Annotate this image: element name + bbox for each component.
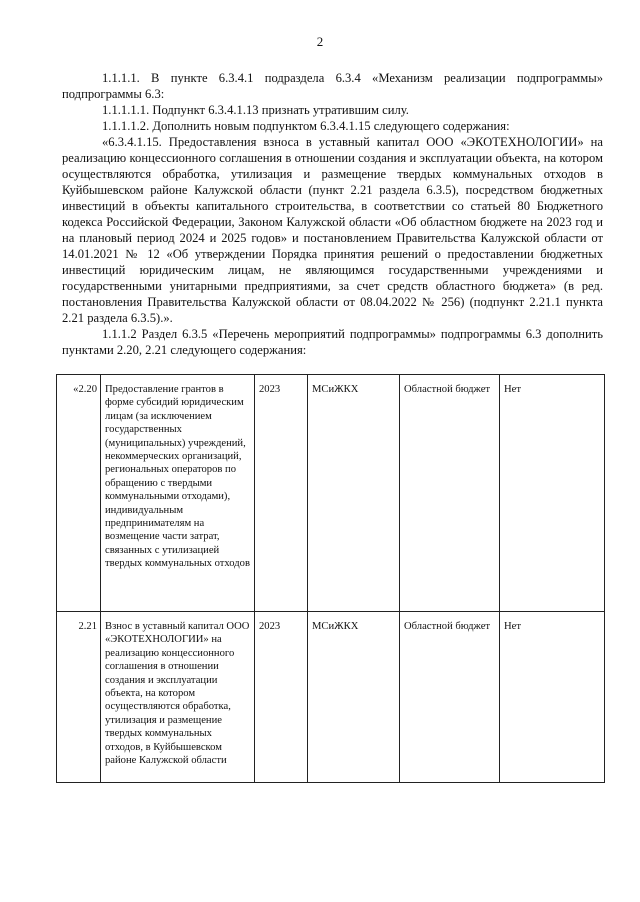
paragraph-subitem-13: 1.1.1.1.1. Подпункт 6.3.4.1.13 признать утратившим силу.: [102, 103, 409, 117]
measures-table: [56, 374, 605, 783]
investment-cell: Нет: [500, 375, 605, 612]
funding-source-cell: Областной бюджет: [400, 612, 500, 783]
measure-name-cell: Взнос в уставный капитал ООО «ЭКОТЕХНОЛОГИИ» на реализацию концессионного соглашения в отношении создания и эксплуатации объекта, на котором осуществляются обработка, утилизация и размещение твердых коммунальных отходов, в Куйбышевском районе Калужской области: [101, 612, 255, 783]
table-row: [57, 612, 605, 783]
paragraph-subitem-15-intro: 1.1.1.1.2. Дополнить новым подпунктом 6.3.4.1.15 следующего содержания:: [102, 119, 510, 133]
executor-cell: МСиЖКХ: [308, 612, 400, 783]
paragraph-section-6-3-5: 1.1.1.2 Раздел 6.3.5 «Перечень мероприятий подпрограммы» подпрограммы 6.3 дополнить пунктами 2.20, 2.21 следующего содержания:: [62, 327, 603, 357]
paragraph-item-6-3-4-1: 1.1.1.1. В пункте 6.3.4.1 подраздела 6.3.4 «Механизм реализации подпрограммы» подпрограммы 6.3:: [62, 71, 603, 101]
year-cell: 2023: [255, 612, 308, 783]
measure-name-cell: Предоставление грантов в форме субсидий юридическим лицам (за исключением государственных (муниципальных) учреждений, некоммерческих организаций, региональных операторов по обращению с твердыми коммунальными отходами), индивидуальным предпринимателям на возмещение части затрат, связанных с утилизацией твердых коммунальных отходов: [101, 375, 255, 612]
row-number-cell: «2.20: [57, 375, 101, 612]
body-text: [62, 70, 603, 358]
page-number: 2: [316, 34, 324, 49]
row-number-cell: 2.21: [57, 612, 101, 783]
funding-source-cell: Областной бюджет: [400, 375, 500, 612]
investment-cell: Нет: [500, 612, 605, 783]
year-cell: 2023: [255, 375, 308, 612]
paragraph-subitem-15-text: «6.3.4.1.15. Предоставления взноса в уставный капитал ООО «ЭКОТЕХНОЛОГИИ» на реализацию концессионного соглашения в отношении создания и эксплуатации объекта, на котором осуществляются обработка, утилизация и размещение твердых коммунальных отходов в Куйбышевском районе Калужской области (пункт 2.21 раздела 6.3.5), посредством бюджетных инвестиций в объекты капитального строительства, в соответствии со статьей 80 Бюджетного кодекса Российской Федерации, Законом Калужской области «Об областном бюджете на 2023 год и на плановый период 2024 и 2025 годов» и постановлением Правительства Калужской области от 14.01.2021 № 12 «Об утверждении Порядка принятия решений о предоставлении бюджетных инвестиций юридическим лицам, не являющимся государственными учреждениями и государственными унитарными предприятиями, за счет средств областного бюджета» (в ред. постановления Правительства Калужской области от 08.04.2022 № 256) (подпункт 2.21.1 пункта 2.21 раздела 6.3.5).».: [62, 135, 603, 325]
table-row: [57, 375, 605, 612]
executor-cell: МСиЖКХ: [308, 375, 400, 612]
